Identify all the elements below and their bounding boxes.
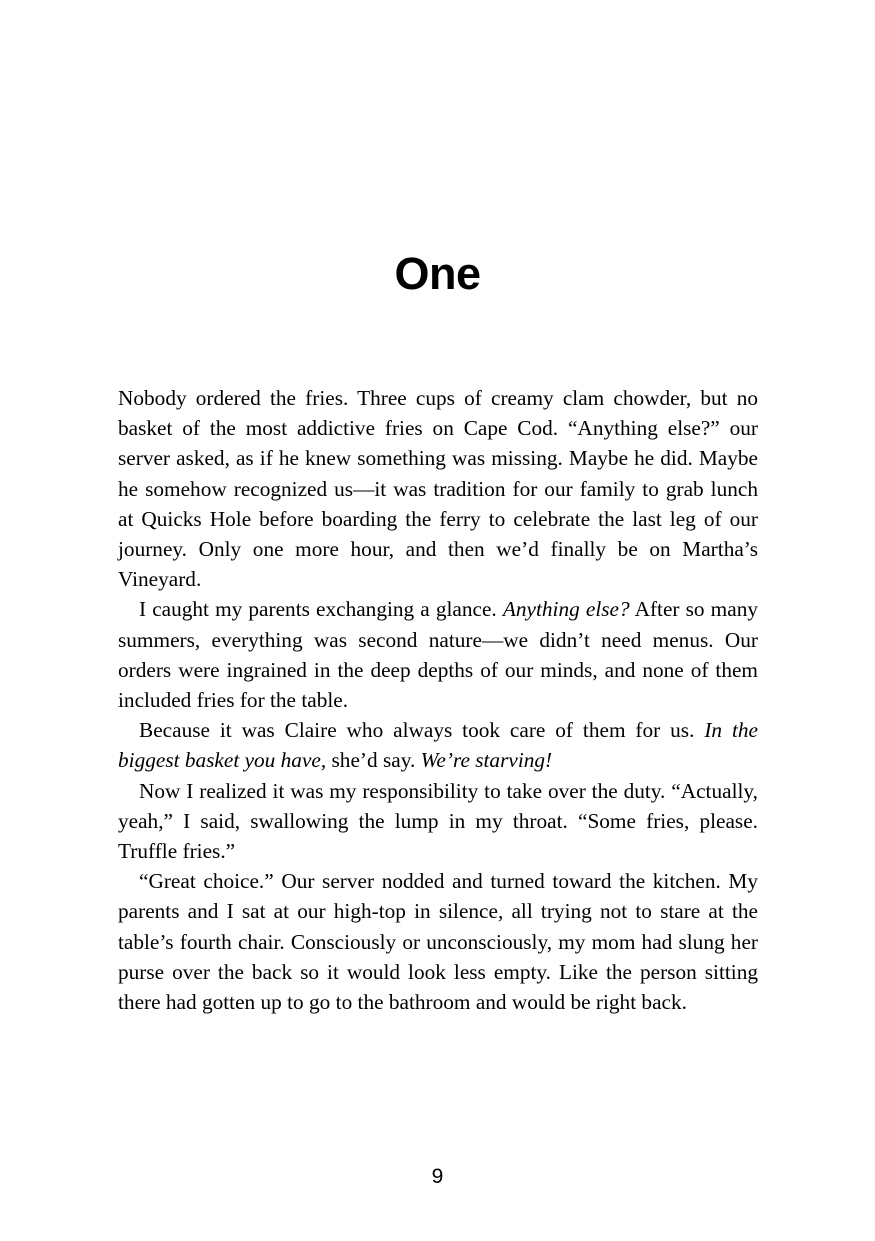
text-run: After so many summers, everything was second nature—we didn’t need menus. Our orders were ingrained in the deep depths of our minds, and none of them included fries for the table. (118, 597, 758, 713)
italic-run: In the biggest basket you have (118, 718, 758, 773)
paragraph-4 (118, 776, 758, 867)
text-run: , she’d say. (320, 748, 421, 773)
paragraph-5 (118, 866, 758, 1017)
text-run: Nobody ordered the fries. Three cups of creamy clam chowder, but no basket of the most addictive fries on Cape Cod. “Anything else?” our server asked, as if he knew something was missing. Maybe he did. Maybe he somehow recognized us—it was tradition for our family to grab lunch at Quicks Hole before boarding the ferry to celebrate the last leg of our journey. Only one more hour, and then we’d finally be on Martha’s Vineyard. (118, 386, 758, 592)
italic-run: We’re starving! (420, 748, 553, 773)
paragraph-1 (118, 383, 758, 594)
paragraph-2 (118, 594, 758, 715)
text-run: Now I realized it was my responsibility to take over the duty. “Actually, yeah,” I said, swallowing the lump in my throat. “Some fries, please. Truffle fries.” (118, 778, 758, 864)
text-run: Because it was Claire who always took care of them for us. (139, 718, 705, 743)
paragraph-3 (118, 715, 758, 775)
text-run: I caught my parents exchanging a glance. (139, 597, 503, 622)
body-text-block (118, 383, 758, 1017)
text-run: “Great choice.” Our server nodded and turned toward the kitchen. My parents and I sat at our high-top in silence, all trying not to stare at the table’s fourth chair. Consciously or unconsciously, my mom had slung her purse over the back so it would look less empty. Like the person sitting there had gotten up to go to the bathroom and would be right back. (118, 869, 758, 1015)
italic-run: Anything else? (502, 597, 630, 622)
chapter-title: One (394, 248, 481, 300)
page-number: 9 (431, 1165, 444, 1188)
